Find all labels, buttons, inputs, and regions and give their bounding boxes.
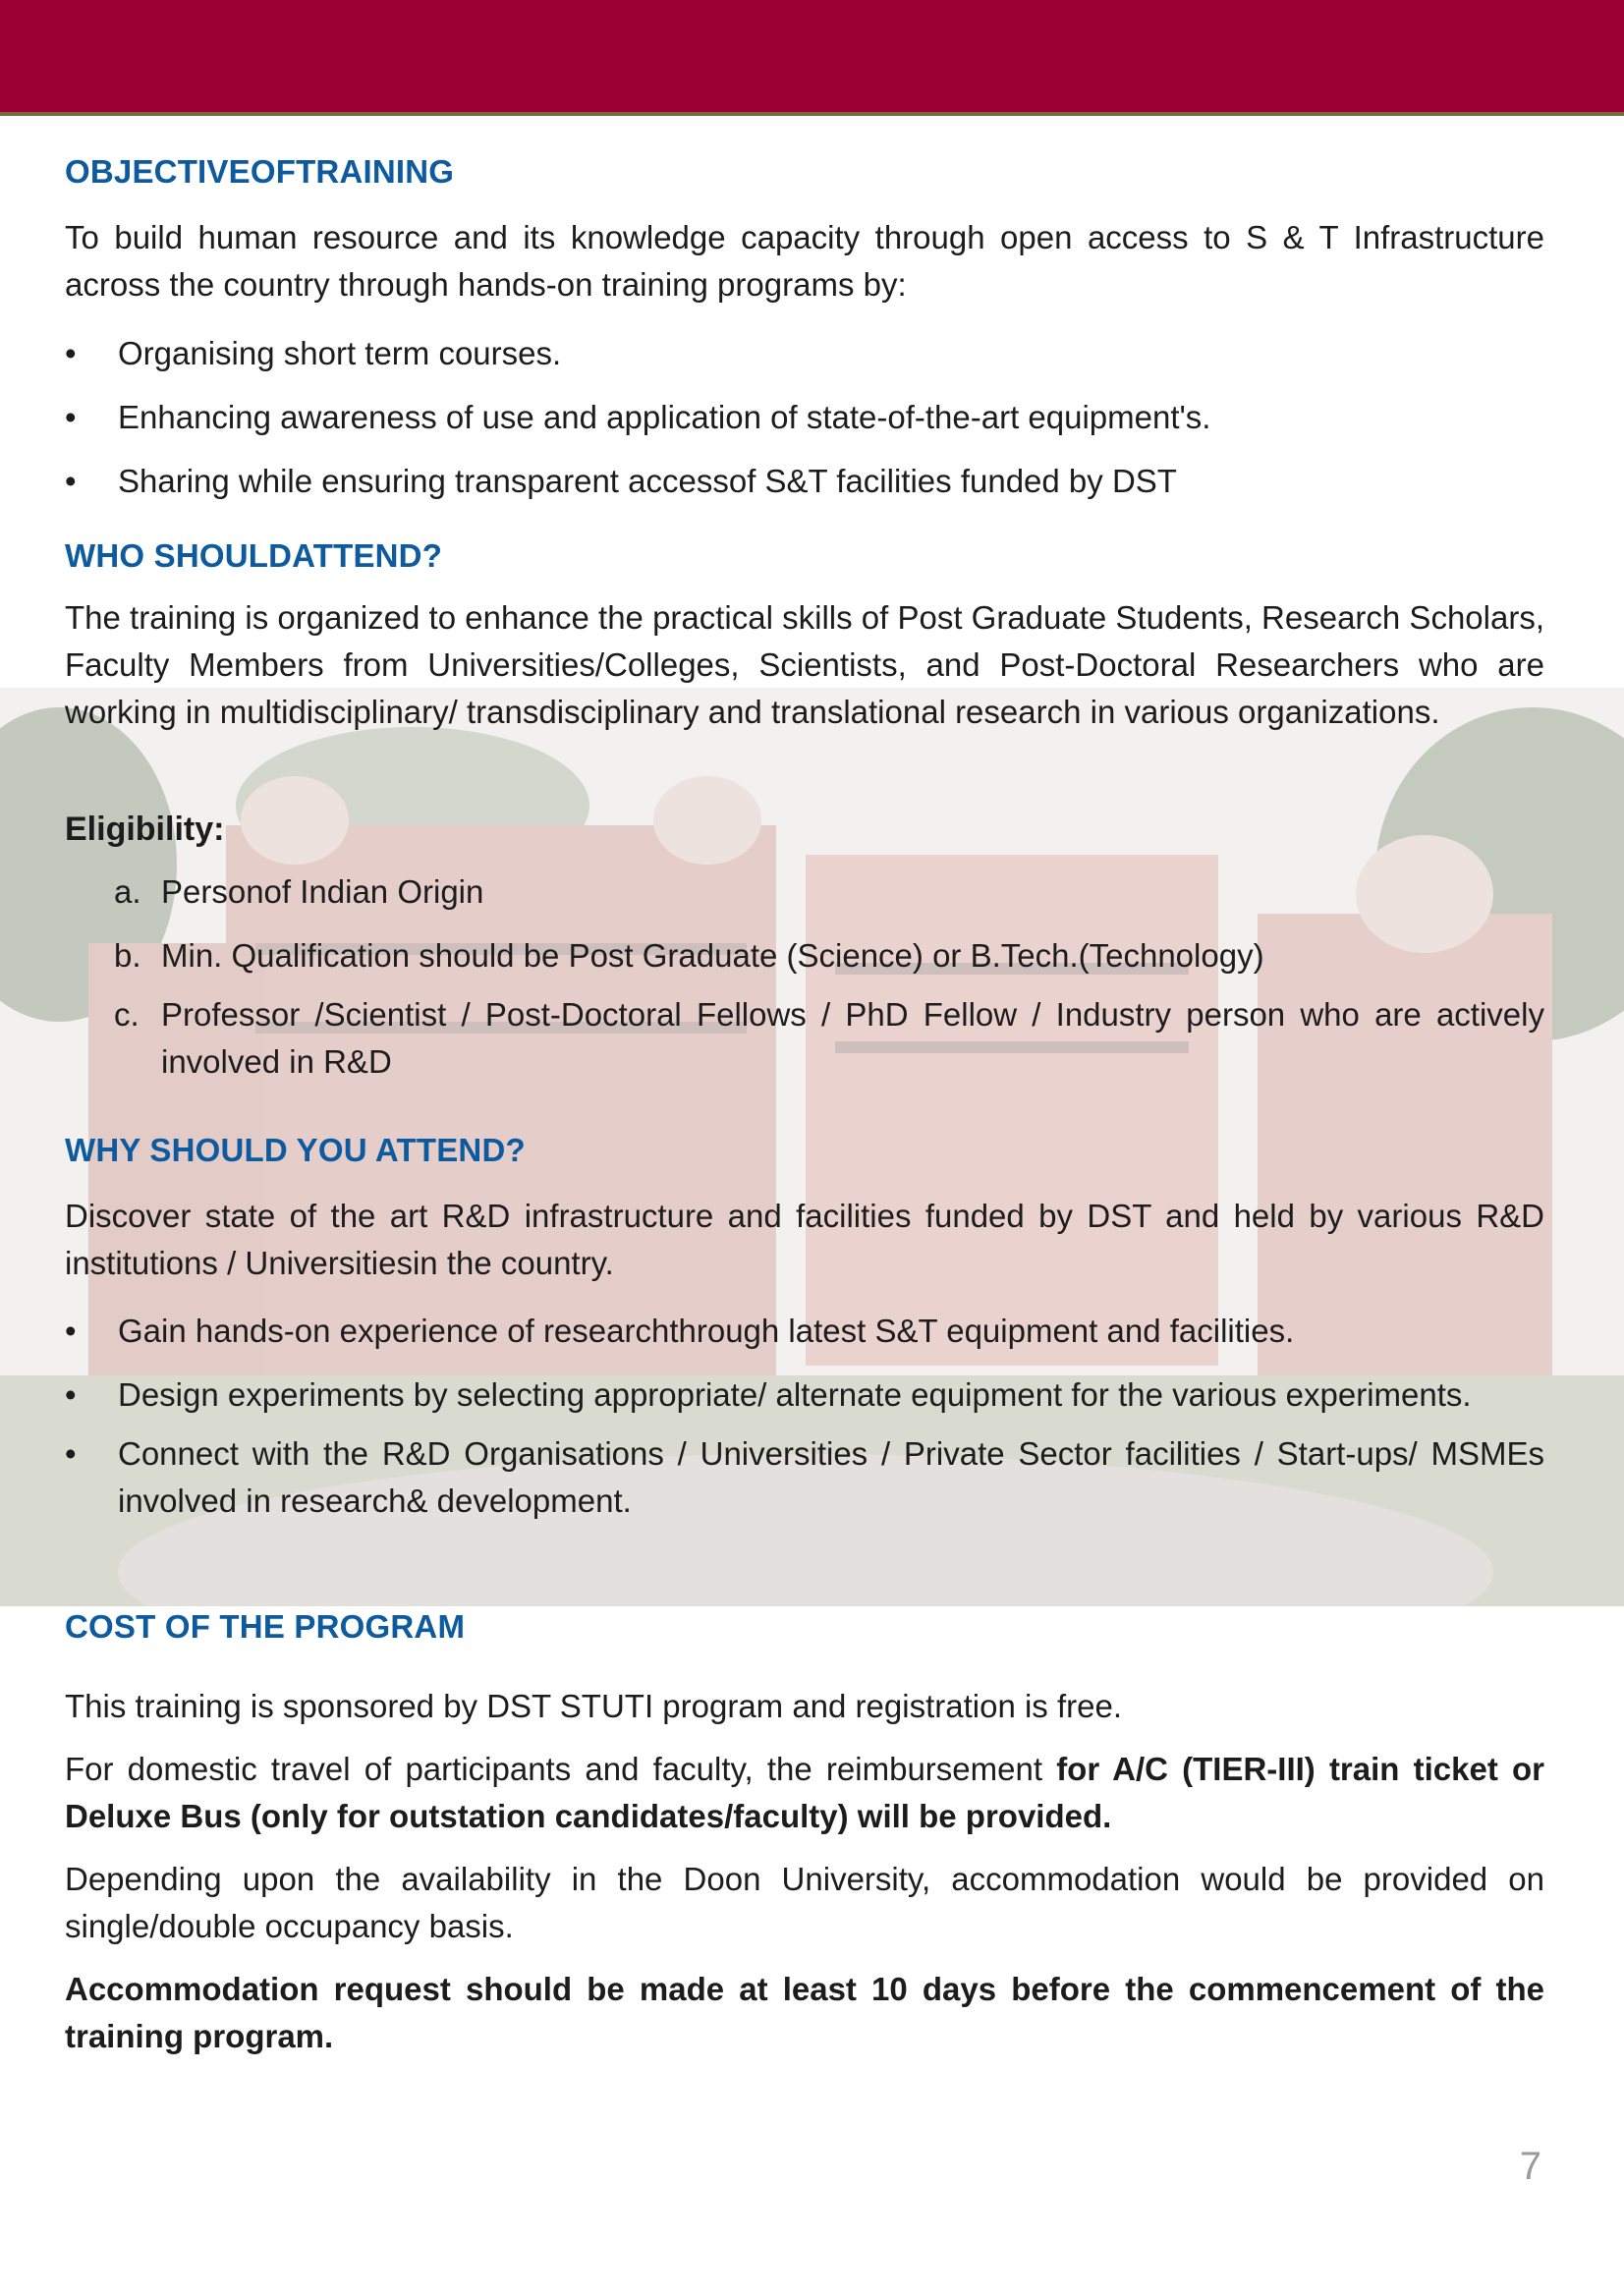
eligibility-section — [65, 806, 1544, 853]
page-number: 7 — [1519, 2145, 1541, 2188]
cost-paragraph-4: Accommodation request should be made at least 10 days before the commencement of the training program. — [65, 1971, 1544, 2054]
cost-section — [65, 1608, 1544, 1646]
list-item: • Enhancing awareness of use and application of state-of-the-art equipment's. — [65, 394, 1544, 441]
list-item: • Sharing while ensuring transparent accessof S&T facilities funded by DST — [65, 458, 1544, 505]
who-heading: WHO SHOULDATTEND? — [65, 537, 443, 574]
eligibility-heading: Eligibility: — [65, 811, 225, 848]
bullet-icon: • — [65, 1435, 77, 1472]
why-intro: Discover state of the art R&D infrastructure and facilities funded by DST and held by various R&D institutions / Universitiesin the country. — [65, 1198, 1544, 1281]
list-item: c. Professor /Scientist / Post-Doctoral Fellows / PhD Fellow / Industry person who are actively involved in R&D — [114, 996, 1544, 1080]
cost-paragraph-3: Depending upon the availability in the Doon University, accommodation would be provided on single/double occupancy basis. — [65, 1861, 1544, 1944]
eligibility-list — [65, 868, 1544, 1086]
bullet-icon: • — [65, 1313, 77, 1349]
who-block — [65, 594, 1544, 736]
list-item: • Gain hands-on experience of researchthrough latest S&T equipment and facilities. — [65, 1308, 1544, 1355]
why-section — [65, 1132, 1544, 1169]
objective-intro: To build human resource and its knowledge capacity through open access to S & T Infrastructure across the country through hands-on training programs by: — [65, 219, 1544, 303]
cost-paragraph-2: For domestic travel of participants and faculty, the reimbursement for A/C (TIER-III) train ticket or Deluxe Bus (only for outstation candidates/faculty) will be provided. — [65, 1751, 1545, 1834]
who-text: The training is organized to enhance the practical skills of Post Graduate Students, Research Scholars, Faculty Members from Universities/Colleges, Scientists, and Post-Doctoral Researchers who are working in multidisciplinary/ transdisciplinary and translational research in various organizations. — [65, 599, 1544, 730]
cost-block — [65, 1683, 1544, 2060]
header-banner — [0, 0, 1624, 116]
why-bullets — [65, 1308, 1544, 1525]
list-item: • Design experiments by selecting appropriate/ alternate equipment for the various experiments. — [65, 1371, 1544, 1419]
objective-heading: OBJECTIVEOFTRAINING — [65, 153, 455, 190]
cost-paragraph-1: This training is sponsored by DST STUTI program and registration is free. — [65, 1688, 1122, 1724]
why-heading: WHY SHOULD YOU ATTEND? — [65, 1132, 526, 1168]
list-item: a. Personof Indian Origin — [114, 873, 484, 910]
objective-section — [65, 153, 1544, 191]
list-item: • Connect with the R&D Organisations / Universities / Private Sector facilities / Start-ups/ MSMEs involved in research& development. — [65, 1430, 1544, 1525]
bullet-icon: • — [65, 1376, 77, 1413]
cost-heading: COST OF THE PROGRAM — [65, 1608, 466, 1645]
list-item: • Organising short term courses. — [65, 330, 1544, 377]
objective-intro-block — [65, 214, 1544, 308]
list-item: b. Min. Qualification should be Post Graduate (Science) or B.Tech.(Technology) — [114, 937, 1264, 974]
bullet-icon: • — [65, 399, 77, 435]
why-block — [65, 1193, 1544, 1287]
bullet-icon: • — [65, 335, 77, 371]
objective-bullets — [65, 330, 1544, 505]
bullet-icon: • — [65, 463, 77, 499]
who-section — [65, 537, 1544, 575]
